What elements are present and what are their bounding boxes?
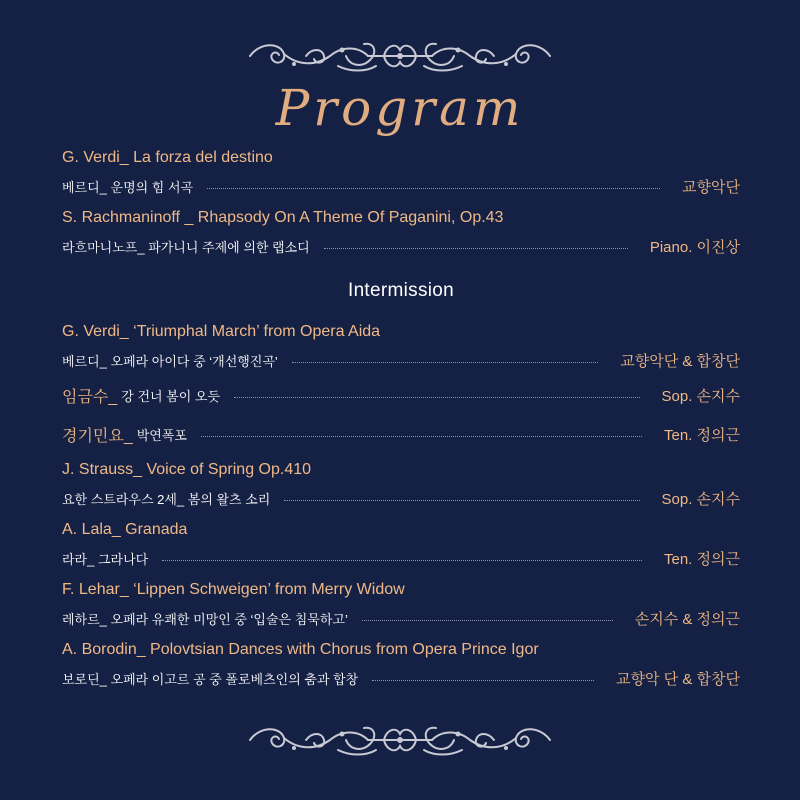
composer-title: 경기민요_ — [62, 427, 133, 445]
program-list — [62, 148, 740, 700]
dotted-leader — [324, 248, 628, 249]
program-entry — [62, 208, 740, 258]
korean-title: 레하르_ 오페라 유쾌한 미망인 중 ‘입술은 침묵하고’ — [62, 611, 348, 627]
korean-title: 요한 스트라우스 2세_ 봄의 왈츠 소리 — [62, 491, 271, 507]
korean-title: 라라_ 그라나다 — [62, 551, 149, 567]
performer: Ten. 정의근 — [664, 550, 740, 568]
composer-title: A. Lala_ Granada — [62, 521, 188, 538]
korean-title: 베르디_ 운명의 힘 서곡 — [62, 179, 194, 195]
korean-title: 베르디_ 오페라 아이다 중 ‘개선행진곡’ — [62, 353, 278, 369]
program-entry — [62, 421, 740, 447]
program-entry — [62, 148, 740, 198]
dotted-leader — [162, 560, 642, 561]
composer-title: G. Verdi_ ‘Triumphal March’ from Opera Aida — [62, 323, 381, 340]
composer-title: J. Strauss_ Voice of Spring Op.410 — [62, 461, 312, 478]
performer: 교향악단 & 합창단 — [620, 352, 740, 370]
dotted-leader — [372, 680, 594, 681]
dotted-leader — [201, 436, 642, 437]
composer-title: 임금수_ — [62, 388, 118, 406]
scroll-ornament-icon — [246, 720, 554, 760]
korean-title: 강 건너 봄이 오듯 — [121, 388, 221, 404]
korean-title: 라흐마니노프_ 파가니니 주제에 의한 랩소디 — [62, 239, 310, 255]
korean-title: 보로딘_ 오페라 이고르 공 중 폴로베츠인의 춤과 합창 — [62, 671, 359, 687]
performer: Sop. 손지수 — [661, 490, 740, 508]
performer: 교향악단 — [682, 178, 740, 196]
intermission-heading: Intermission — [347, 280, 455, 301]
performer: Piano. 이진상 — [649, 238, 740, 256]
program-entry — [62, 382, 740, 408]
composer-title: F. Lehar_ ‘Lippen Schweigen’ from Merry Widow — [62, 581, 405, 598]
korean-title: 박연폭포 — [136, 427, 187, 443]
program-entry — [62, 640, 740, 690]
dotted-leader — [292, 362, 598, 363]
scroll-ornament-icon — [246, 36, 554, 76]
program-entry — [62, 322, 740, 372]
dotted-leader — [207, 188, 660, 189]
composer-title: G. Verdi_ La forza del destino — [62, 149, 273, 166]
program-entry — [62, 580, 740, 630]
dotted-leader — [284, 500, 639, 501]
page-title: Program — [275, 79, 525, 137]
composer-title: A. Borodin_ Polovtsian Dances with Chorus from Opera Prince Igor — [62, 641, 539, 658]
dotted-leader — [234, 397, 639, 398]
composer-title: S. Rachmaninoff _ Rhapsody On A Theme Of Paganini, Op.43 — [62, 209, 504, 226]
performer: Sop. 손지수 — [661, 387, 740, 405]
program-entry — [62, 460, 740, 510]
program-entry — [62, 520, 740, 570]
dotted-leader — [362, 620, 613, 621]
performer: 손지수 & 정의근 — [634, 610, 740, 628]
performer: 교향악 단 & 합창단 — [616, 670, 740, 688]
performer: Ten. 정의근 — [664, 426, 740, 444]
